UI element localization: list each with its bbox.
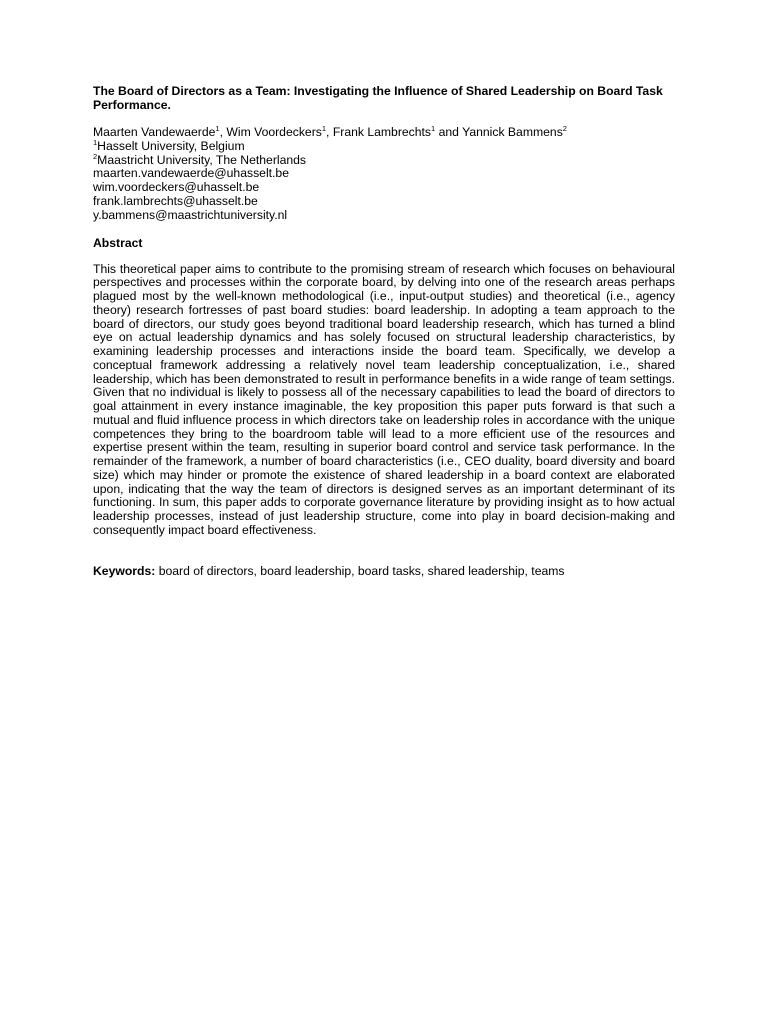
paper-title: The Board of Directors as a Team: Investigating the Influence of Shared Leadership on Board Task Performance.	[93, 84, 663, 112]
paper-page	[93, 84, 675, 578]
author-name: Yannick Bammens	[462, 125, 563, 139]
email-address: maarten.vandewaerde@uhasselt.be	[93, 166, 289, 181]
keywords-text: board of directors, board leadership, board tasks, shared leadership, teams	[155, 563, 565, 578]
affiliation-text: Maastricht University, The Netherlands	[97, 152, 307, 167]
affiliation-mark: 1	[215, 124, 220, 133]
author-name: Wim Voordeckers	[226, 125, 322, 139]
abstract-heading: Abstract	[93, 235, 143, 250]
email-address: wim.voordeckers@uhasselt.be	[93, 180, 260, 195]
author-separator: and	[435, 125, 463, 139]
author-block	[93, 126, 675, 223]
affiliation-line	[93, 137, 675, 154]
affiliation-text: Hasselt University, Belgium	[97, 138, 245, 153]
affiliation-line	[93, 151, 675, 168]
author-list	[93, 126, 675, 140]
author-separator: ,	[219, 125, 227, 139]
keywords-line	[93, 564, 675, 578]
email-address: frank.lambrechts@uhasselt.be	[93, 193, 258, 208]
keywords-label: Keywords:	[93, 563, 156, 578]
email-address: y.bammens@maastrichtuniversity.nl	[93, 207, 288, 222]
author-name: Maarten Vandewaerde	[93, 125, 216, 139]
affiliation-mark: 2	[93, 151, 98, 161]
affiliation-mark: 1	[431, 124, 436, 133]
author-name: Frank Lambrechts	[332, 125, 432, 139]
abstract-text: This theoretical paper aims to contribute to the promising stream of research which focuses on behavioural perspectives and processes within the corporate board, by delving into one of the research areas perhaps plagued most by the well-known methodological (i.e., input-output studies) and theoretical (i.e., agency theory) research fortresses of past board studies: board leadership. In adopting a team approach to the board of directors, our study goes beyond traditional board leadership research, which has turned a blind eye on actual leadership dynamics and has solely focused on structural leadership characteristics, by examining leadership processes and interactions inside the board team. Specifically, we develop a conceptual framework addressing a relatively novel team leadership conceptualization, i.e., shared leadership, which has been demonstrated to result in performance benefits in a wide range of team settings. Given that no individual is likely to possess all of the necessary capabilities to lead the board of directors to goal attainment in every instance imaginable, the key proposition this paper puts forward is that such a mutual and fluid influence process in which directors take on leadership roles in accordance with the unique competences they bring to the boardroom table will lead to a more efficient use of the resources and expertise present within the team, resulting in superior board control and service task performance. In the remainder of the framework, a number of board characteristics (i.e., CEO duality, board diversity and board size) which may hinder or promote the existence of shared leadership in a board context are elaborated upon, indicating that the way the team of directors is designed serves as an important determinant of its functioning. In sum, this paper adds to corporate governance literature by providing insight as to how actual leadership processes, instead of just leadership structure, come into play in board decision-making and consequently impact board effectiveness.	[93, 261, 675, 537]
affiliation-mark: 1	[321, 124, 327, 133]
affiliation-mark: 2	[562, 124, 567, 133]
author-separator: ,	[326, 125, 333, 139]
affiliation-mark: 1	[93, 137, 98, 147]
